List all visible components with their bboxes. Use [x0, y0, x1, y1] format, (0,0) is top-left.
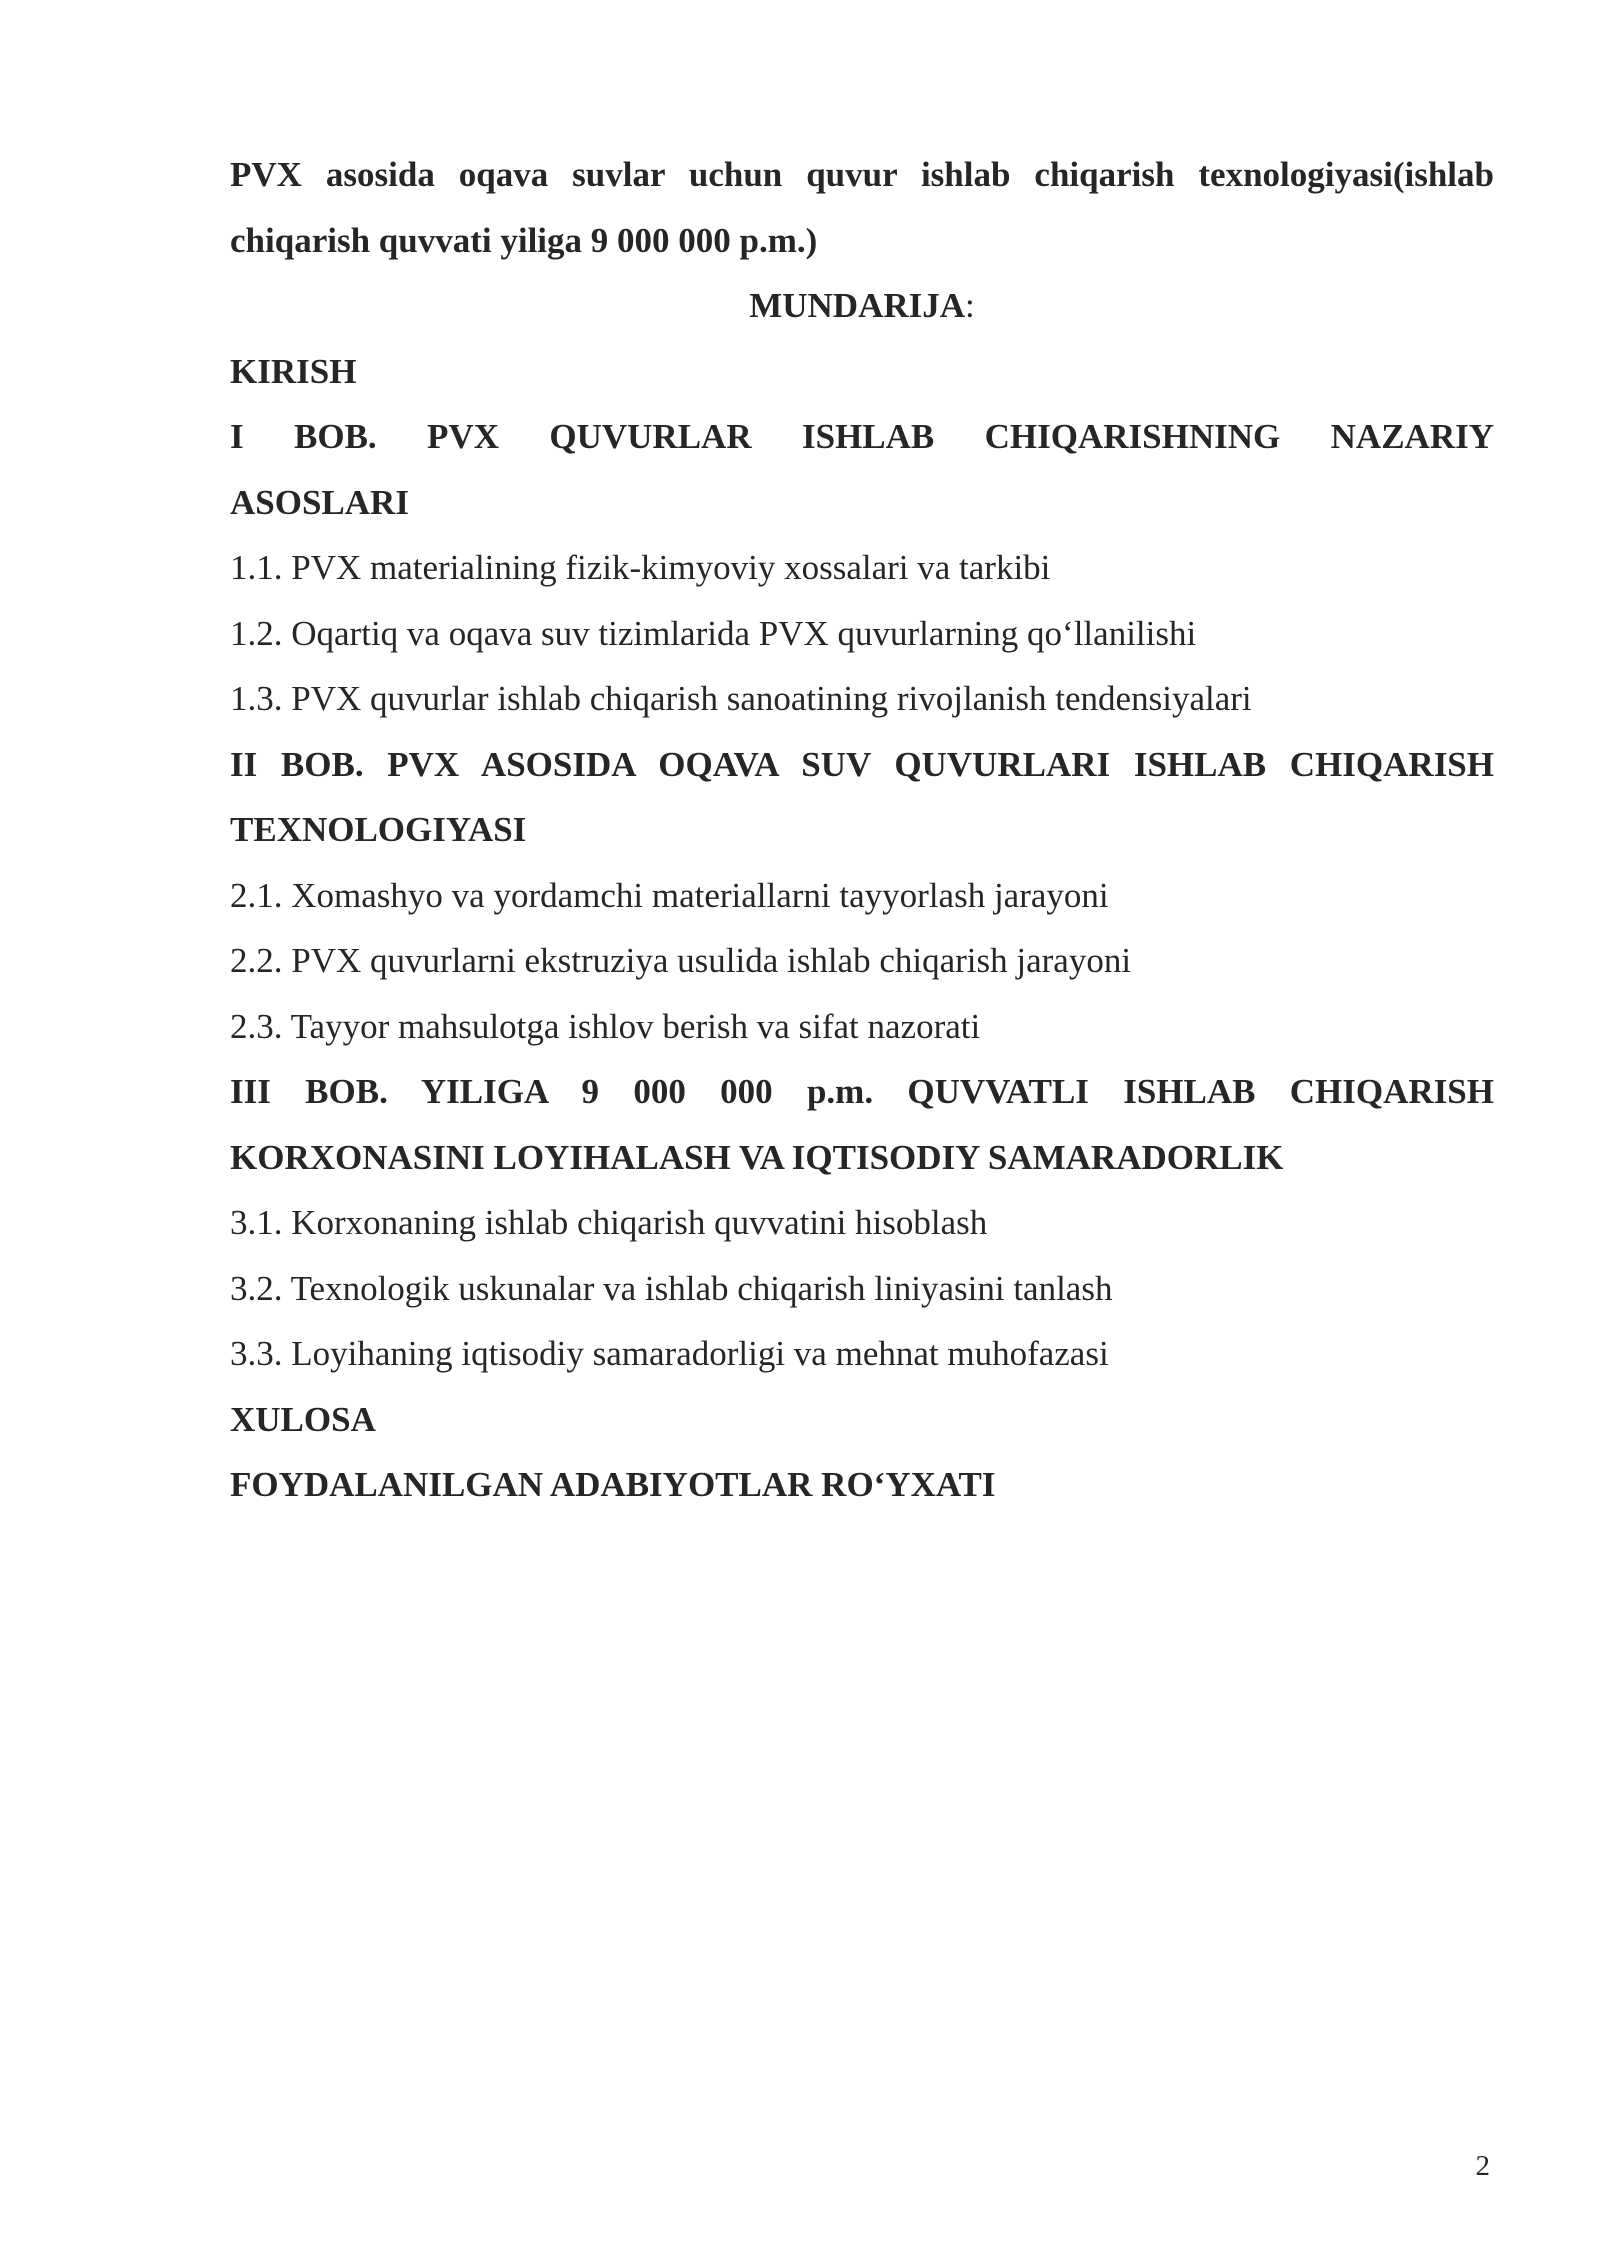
toc-entry-2-2: 2.2. PVX quvurlarni ekstruziya usulida ishlab chiqarish jarayoni: [230, 941, 1132, 980]
toc-entry-chapter-1: [230, 404, 1494, 535]
toc-entry-3-1: 3.1. Korxonaning ishlab chiqarish quvvatini hisoblash: [230, 1203, 988, 1242]
toc-entry-3-2: 3.2. Texnologik uskunalar va ishlab chiqarish liniyasini tanlash: [230, 1268, 1113, 1308]
toc-chapter-2-line-2: TEXNOLOGIYASI: [230, 810, 527, 849]
toc-entry-3-3: 3.3. Loyihaning iqtisodiy samaradorligi va mehnat muhofazasi: [230, 1334, 1109, 1373]
document-title-line-1: PVX asosida oqava suvlar uchun quvur ishlab chiqarish texnologiyasi(ishlab: [230, 155, 1494, 194]
toc-entry-1-2: 1.2. Oqartiq va oqava suv tizimlarida PVX quvurlarning qo‘llanilishi: [230, 613, 1197, 653]
toc-entry-chapter-2: [230, 732, 1494, 863]
document-title-line-2: chiqarish quvvati yiliga 9 000 000 p.m.): [230, 220, 818, 260]
toc-entry-references: FOYDALANILGAN ADABIYOTLAR RO‘YXATI: [230, 1465, 996, 1504]
toc-chapter-1-line-1: I BOB. PVX QUVURLAR ISHLAB CHIQARISHNING NAZARIY: [230, 417, 1494, 456]
toc-entry-introduction: KIRISH: [230, 351, 357, 391]
document-title: [230, 142, 1494, 273]
toc-entry-chapter-3: [230, 1059, 1494, 1190]
toc-entry-1-1: 1.1. PVX materialining fizik-kimyoviy xossalari va tarkibi: [230, 548, 1051, 587]
toc-heading: [230, 273, 1494, 339]
toc-heading-colon: :: [965, 286, 975, 325]
toc-chapter-3-line-1: III BOB. YILIGA 9 000 000 p.m. QUVVATLI ISHLAB CHIQARISH: [230, 1072, 1494, 1111]
toc-entry-2-1: 2.1. Xomashyo va yordamchi materiallarni tayyorlash jarayoni: [230, 875, 1109, 915]
toc-chapter-1-line-2: ASOSLARI: [230, 482, 409, 522]
toc-entry-conclusion: XULOSA: [230, 1399, 376, 1439]
page-content: [230, 142, 1494, 1518]
toc-heading-text: MUNDARIJA: [749, 286, 966, 325]
toc-entry-2-3: 2.3. Tayyor mahsulotga ishlov berish va sifat nazorati: [230, 1006, 981, 1046]
toc-chapter-2-line-1: II BOB. PVX ASOSIDA OQAVA SUV QUVURLARI ISHLAB CHIQARISH: [230, 744, 1494, 784]
toc-chapter-3-line-2: KORXONASINI LOYIHALASH VA IQTISODIY SAMARADORLIK: [230, 1137, 1284, 1177]
toc-entry-1-3: 1.3. PVX quvurlar ishlab chiqarish sanoatining rivojlanish tendensiyalari: [230, 679, 1252, 718]
page-number: 2: [1475, 2150, 1490, 2182]
